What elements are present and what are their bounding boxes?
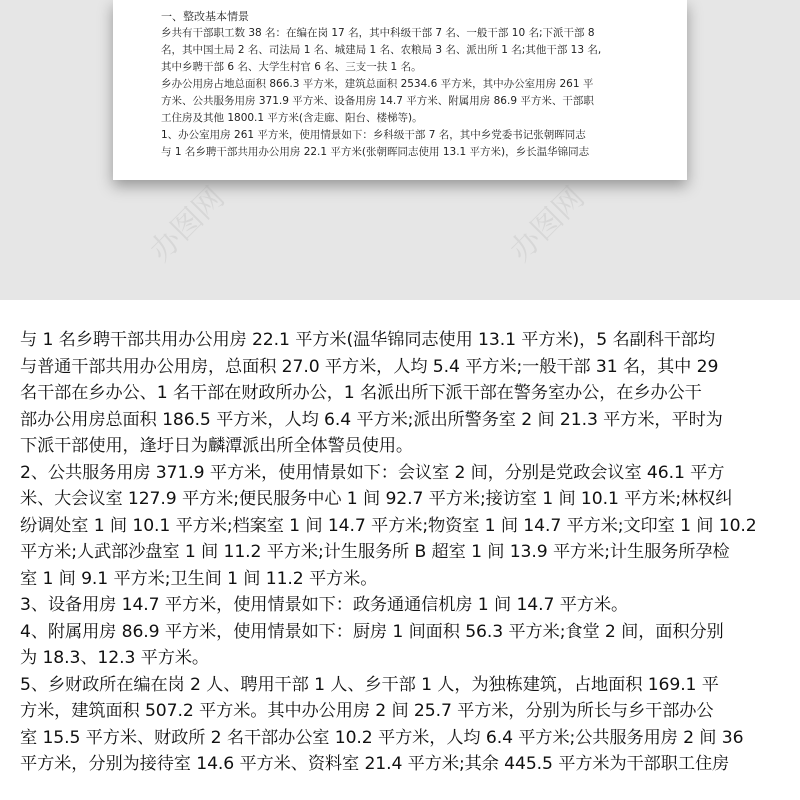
preview-line: 乡办公用房占地总面积 866.3 平方米，建筑总面积 2534.6 平方米，其中办公室用房 261 平: [161, 78, 594, 90]
body-line: 与普通干部共用办公用房，总面积 27.0 平方米，人均 5.4 平方米;一般干部 31 名，其中 29: [20, 356, 719, 377]
preview-line: 工住房及其他 1800.1 平方米(含走廊、阳台、楼梯等)。: [161, 112, 423, 124]
body-line: 名干部在乡办公、1 名干部在财政所办公，1 名派出所下派干部在警务室办公，在乡办公干: [20, 383, 702, 403]
body-line: 2、公共服务用房 371.9 平方米，使用情景如下：会议室 2 间，分别是党政会议室 46.1 平方: [20, 462, 725, 483]
preview-line: 与 1 名乡聘干部共用办公用房 22.1 平方米(张朝晖同志使用 13.1 平方米)，乡长温华锦同志: [161, 146, 590, 158]
body-line: 5、乡财政所在编在岗 2 人、聘用干部 1 人、乡干部 1 人，为独栋建筑，占地面积 169.1 平: [20, 674, 719, 695]
preview-line: 名，其中国土局 2 名、司法局 1 名、城建局 1 名、农粮局 3 名、派出所 1 名;其他干部 13 名,: [161, 44, 602, 56]
preview-line: 其中乡聘干部 6 名、大学生村官 6 名、三支一扶 1 名。: [161, 61, 422, 73]
document-body: [20, 327, 782, 778]
body-line: 室 15.5 平方米、财政所 2 名干部办公室 10.2 平方米，人均 6.4 平方米;公共服务用房 2 间 36: [20, 727, 744, 748]
body-line: 4、附属用房 86.9 平方米，使用情景如下：厨房 1 间面积 56.3 平方米;食堂 2 间，面积分别: [20, 621, 724, 642]
body-line: 与 1 名乡聘干部共用办公用房 22.1 平方米(温华锦同志使用 13.1 平方米)，5 名副科干部均: [20, 330, 715, 350]
body-line: 室 1 间 9.1 平方米;卫生间 1 间 11.2 平方米。: [20, 568, 378, 589]
preview-line: 1、办公室用房 261 平方米，使用情景如下：乡科级干部 7 名，其中乡党委书记张朝晖同志: [161, 129, 586, 141]
preview-line: 方米、公共服务用房 371.9 平方米、设备用房 14.7 平方米、附属用房 86.9 平方米、干部职: [161, 95, 594, 107]
body-line: 纷调处室 1 间 10.1 平方米;档案室 1 间 14.7 平方米;物资室 1 间 14.7 平方米;文印室 1 间 10.2: [20, 515, 757, 536]
body-line: 米、大会议室 127.9 平方米;便民服务中心 1 间 92.7 平方米;接访室 1 间 10.1 平方米;林权纠: [20, 489, 733, 509]
document-preview-card: [113, 0, 687, 180]
preview-heading: 一、整改基本情景: [161, 10, 249, 23]
body-line: 下派干部使用，逢圩日为麟潭派出所全体警员使用。: [20, 436, 414, 456]
body-line: 方米，建筑面积 507.2 平方米。其中办公用房 2 间 25.7 平方米，分别为所长与乡干部办公: [20, 701, 714, 721]
body-line: 部办公用房总面积 186.5 平方米，人均 6.4 平方米;派出所警务室 2 间 21.3 平方米，平时为: [20, 409, 723, 430]
body-line: 为 18.3、12.3 平方米。: [20, 648, 209, 668]
body-line: 平方米，分别为接待室 14.6 平方米、资料室 21.4 平方米;其余 445.5 平方米为干部职工住房: [20, 754, 730, 774]
preview-line: 乡共有干部职工数 38 名：在编在岗 17 名，其中科级干部 7 名、一般干部 10 名;下派干部 8: [161, 27, 595, 39]
body-line: 3、设备用房 14.7 平方米，使用情景如下：政务通通信机房 1 间 14.7 平方米。: [20, 595, 629, 615]
body-line: 平方米;人武部沙盘室 1 间 11.2 平方米;计生服务所 B 超室 1 间 13.9 平方米;计生服务所孕检: [20, 542, 730, 562]
